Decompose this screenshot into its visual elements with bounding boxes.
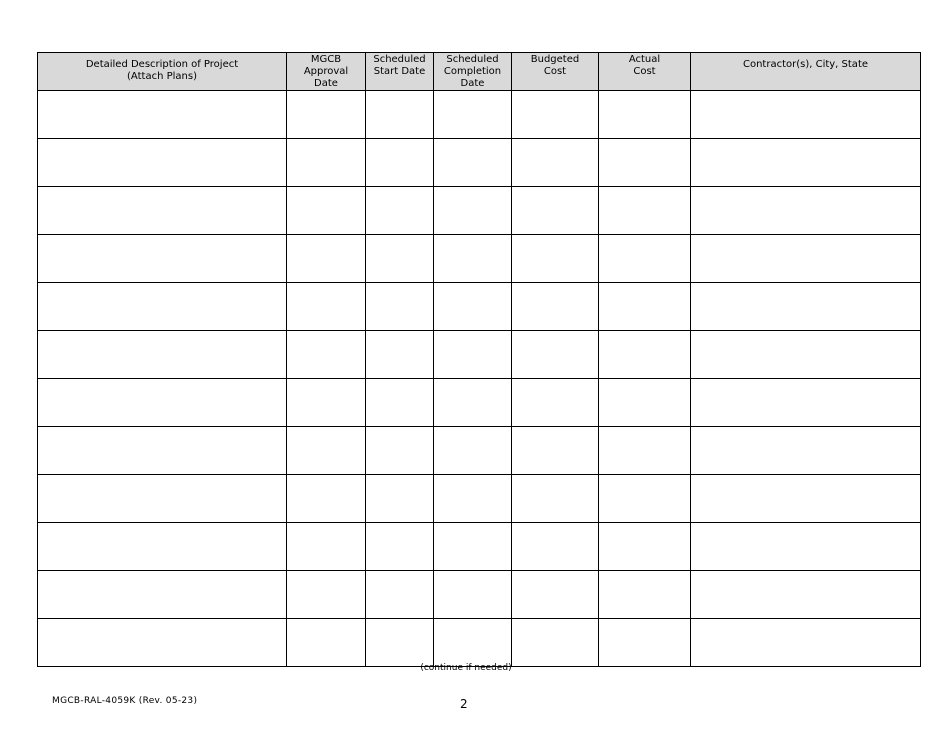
cell-start-date[interactable] xyxy=(366,379,434,427)
cell-description[interactable] xyxy=(38,571,287,619)
cell-actual-cost[interactable] xyxy=(599,475,691,523)
page-number: 2 xyxy=(460,697,468,711)
cell-completion-date[interactable] xyxy=(434,379,512,427)
cell-budgeted-cost[interactable] xyxy=(512,379,599,427)
cell-approval-date[interactable] xyxy=(287,619,366,667)
cell-actual-cost[interactable] xyxy=(599,619,691,667)
cell-actual-cost[interactable] xyxy=(599,187,691,235)
cell-completion-date[interactable] xyxy=(434,475,512,523)
form-id: MGCB-RAL-4059K (Rev. 05-23) xyxy=(52,696,198,706)
cell-description[interactable] xyxy=(38,187,287,235)
cell-description[interactable] xyxy=(38,283,287,331)
cell-contractor[interactable] xyxy=(691,523,921,571)
table-row xyxy=(38,91,921,139)
cell-contractor[interactable] xyxy=(691,283,921,331)
cell-actual-cost[interactable] xyxy=(599,379,691,427)
table-row xyxy=(38,331,921,379)
cell-start-date[interactable] xyxy=(366,283,434,331)
cell-actual-cost[interactable] xyxy=(599,235,691,283)
table-row xyxy=(38,523,921,571)
header-row xyxy=(38,53,921,91)
cell-start-date[interactable] xyxy=(366,523,434,571)
cell-approval-date[interactable] xyxy=(287,523,366,571)
cell-completion-date[interactable] xyxy=(434,619,512,667)
cell-completion-date[interactable] xyxy=(434,283,512,331)
cell-description[interactable] xyxy=(38,331,287,379)
cell-budgeted-cost[interactable] xyxy=(512,475,599,523)
header-actual-cost: Actual Cost xyxy=(599,53,691,91)
cell-contractor[interactable] xyxy=(691,571,921,619)
cell-budgeted-cost[interactable] xyxy=(512,235,599,283)
cell-description[interactable] xyxy=(38,379,287,427)
cell-completion-date[interactable] xyxy=(434,235,512,283)
cell-actual-cost[interactable] xyxy=(599,571,691,619)
header-start-date: Scheduled Start Date xyxy=(366,53,434,91)
cell-contractor[interactable] xyxy=(691,91,921,139)
cell-start-date[interactable] xyxy=(366,619,434,667)
cell-description[interactable] xyxy=(38,91,287,139)
cell-start-date[interactable] xyxy=(366,91,434,139)
cell-budgeted-cost[interactable] xyxy=(512,283,599,331)
cell-description[interactable] xyxy=(38,139,287,187)
continue-note: (continue if needed) xyxy=(420,663,512,673)
header-completion-date: Scheduled Completion Date xyxy=(434,53,512,91)
cell-actual-cost[interactable] xyxy=(599,283,691,331)
cell-budgeted-cost[interactable] xyxy=(512,523,599,571)
cell-budgeted-cost[interactable] xyxy=(512,427,599,475)
cell-contractor[interactable] xyxy=(691,139,921,187)
header-budgeted-cost: Budgeted Cost xyxy=(512,53,599,91)
cell-start-date[interactable] xyxy=(366,139,434,187)
table-row xyxy=(38,379,921,427)
table-row xyxy=(38,235,921,283)
cell-contractor[interactable] xyxy=(691,619,921,667)
cell-approval-date[interactable] xyxy=(287,571,366,619)
cell-approval-date[interactable] xyxy=(287,283,366,331)
cell-budgeted-cost[interactable] xyxy=(512,619,599,667)
cell-approval-date[interactable] xyxy=(287,91,366,139)
cell-completion-date[interactable] xyxy=(434,523,512,571)
cell-completion-date[interactable] xyxy=(434,331,512,379)
cell-actual-cost[interactable] xyxy=(599,331,691,379)
table-row xyxy=(38,283,921,331)
cell-actual-cost[interactable] xyxy=(599,91,691,139)
cell-budgeted-cost[interactable] xyxy=(512,571,599,619)
cell-actual-cost[interactable] xyxy=(599,523,691,571)
cell-description[interactable] xyxy=(38,235,287,283)
cell-approval-date[interactable] xyxy=(287,427,366,475)
cell-description[interactable] xyxy=(38,427,287,475)
cell-budgeted-cost[interactable] xyxy=(512,139,599,187)
cell-approval-date[interactable] xyxy=(287,379,366,427)
cell-start-date[interactable] xyxy=(366,235,434,283)
cell-contractor[interactable] xyxy=(691,235,921,283)
cell-start-date[interactable] xyxy=(366,427,434,475)
cell-approval-date[interactable] xyxy=(287,235,366,283)
table-row xyxy=(38,571,921,619)
cell-completion-date[interactable] xyxy=(434,427,512,475)
table-row xyxy=(38,475,921,523)
project-table xyxy=(37,52,921,667)
cell-start-date[interactable] xyxy=(366,571,434,619)
cell-budgeted-cost[interactable] xyxy=(512,331,599,379)
table-row xyxy=(38,139,921,187)
cell-start-date[interactable] xyxy=(366,331,434,379)
cell-start-date[interactable] xyxy=(366,187,434,235)
cell-contractor[interactable] xyxy=(691,475,921,523)
cell-contractor[interactable] xyxy=(691,187,921,235)
cell-actual-cost[interactable] xyxy=(599,139,691,187)
cell-completion-date[interactable] xyxy=(434,139,512,187)
cell-completion-date[interactable] xyxy=(434,187,512,235)
header-description: Detailed Description of Project (Attach Plans) xyxy=(38,53,287,91)
table-row xyxy=(38,427,921,475)
cell-budgeted-cost[interactable] xyxy=(512,91,599,139)
table-row xyxy=(38,619,921,667)
table-row xyxy=(38,187,921,235)
cell-description[interactable] xyxy=(38,619,287,667)
cell-actual-cost[interactable] xyxy=(599,427,691,475)
cell-approval-date[interactable] xyxy=(287,331,366,379)
cell-description[interactable] xyxy=(38,523,287,571)
cell-completion-date[interactable] xyxy=(434,571,512,619)
cell-contractor[interactable] xyxy=(691,427,921,475)
cell-approval-date[interactable] xyxy=(287,475,366,523)
cell-contractor[interactable] xyxy=(691,379,921,427)
cell-approval-date[interactable] xyxy=(287,187,366,235)
header-approval-date: MGCB Approval Date xyxy=(287,53,366,91)
cell-start-date[interactable] xyxy=(366,475,434,523)
header-contractor: Contractor(s), City, State xyxy=(691,53,921,91)
cell-description[interactable] xyxy=(38,475,287,523)
cell-contractor[interactable] xyxy=(691,331,921,379)
cell-completion-date[interactable] xyxy=(434,91,512,139)
cell-approval-date[interactable] xyxy=(287,139,366,187)
table-body xyxy=(38,91,921,667)
cell-budgeted-cost[interactable] xyxy=(512,187,599,235)
